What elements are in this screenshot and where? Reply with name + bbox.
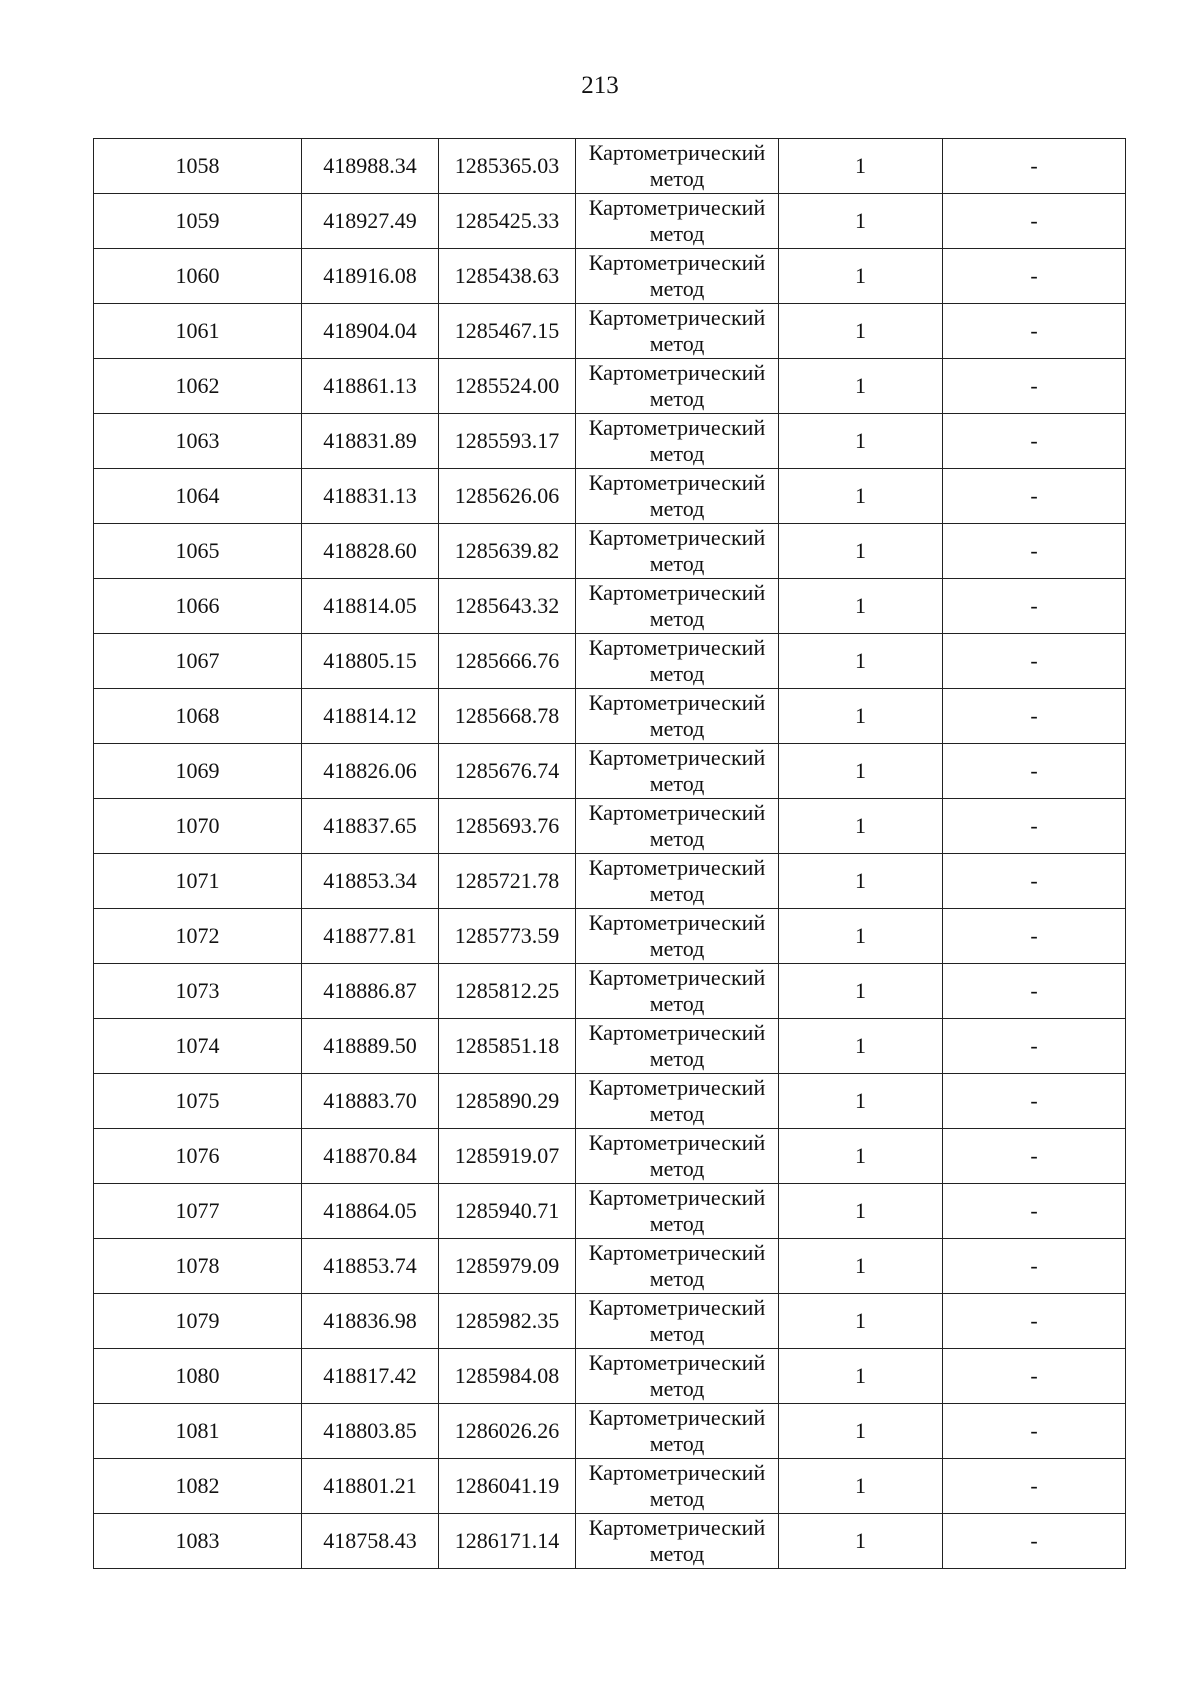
note-cell: - <box>943 1349 1126 1404</box>
method-line-2: метод <box>649 441 705 466</box>
method-cell <box>576 1019 779 1074</box>
note-cell: - <box>943 1019 1126 1074</box>
method-line-1: Картометрический <box>588 1460 766 1485</box>
x-coordinate-cell: 418927.49 <box>302 194 439 249</box>
accuracy-cell: 1 <box>779 304 943 359</box>
method-line-1: Картометрический <box>588 855 766 880</box>
note-cell: - <box>943 964 1126 1019</box>
method-line-1: Картометрический <box>588 1020 766 1045</box>
method-line-1: Картометрический <box>588 965 766 990</box>
method-cell <box>576 304 779 359</box>
accuracy-cell: 1 <box>779 1459 943 1514</box>
accuracy-cell: 1 <box>779 1349 943 1404</box>
y-coordinate-cell: 1285467.15 <box>439 304 576 359</box>
method-line-1: Картометрический <box>588 1130 766 1155</box>
accuracy-cell: 1 <box>779 1019 943 1074</box>
table-row <box>94 1514 1126 1569</box>
table-row <box>94 1239 1126 1294</box>
x-coordinate-cell: 418758.43 <box>302 1514 439 1569</box>
method-cell <box>576 1074 779 1129</box>
accuracy-cell: 1 <box>779 139 943 194</box>
x-coordinate-cell: 418877.81 <box>302 909 439 964</box>
table-row <box>94 1074 1126 1129</box>
method-line-2: метод <box>649 661 705 686</box>
point-number-cell: 1076 <box>94 1129 302 1184</box>
y-coordinate-cell: 1285666.76 <box>439 634 576 689</box>
point-number-cell: 1062 <box>94 359 302 414</box>
x-coordinate-cell: 418853.34 <box>302 854 439 909</box>
table-row <box>94 1459 1126 1514</box>
note-cell: - <box>943 359 1126 414</box>
point-number-cell: 1081 <box>94 1404 302 1459</box>
table-row <box>94 1184 1126 1239</box>
point-number-cell: 1075 <box>94 1074 302 1129</box>
method-line-1: Картометрический <box>588 470 766 495</box>
accuracy-cell: 1 <box>779 634 943 689</box>
table-row <box>94 1404 1126 1459</box>
x-coordinate-cell: 418831.13 <box>302 469 439 524</box>
x-coordinate-cell: 418864.05 <box>302 1184 439 1239</box>
x-coordinate-cell: 418861.13 <box>302 359 439 414</box>
point-number-cell: 1074 <box>94 1019 302 1074</box>
method-line-1: Картометрический <box>588 1350 766 1375</box>
method-line-1: Картометрический <box>588 1295 766 1320</box>
x-coordinate-cell: 418836.98 <box>302 1294 439 1349</box>
accuracy-cell: 1 <box>779 249 943 304</box>
method-cell <box>576 964 779 1019</box>
point-number-cell: 1072 <box>94 909 302 964</box>
point-number-cell: 1073 <box>94 964 302 1019</box>
point-number-cell: 1071 <box>94 854 302 909</box>
x-coordinate-cell: 418889.50 <box>302 1019 439 1074</box>
table-row <box>94 414 1126 469</box>
y-coordinate-cell: 1285676.74 <box>439 744 576 799</box>
method-line-1: Картометрический <box>588 580 766 605</box>
point-number-cell: 1068 <box>94 689 302 744</box>
method-line-2: метод <box>649 716 705 741</box>
point-number-cell: 1082 <box>94 1459 302 1514</box>
method-line-1: Картометрический <box>588 635 766 660</box>
note-cell: - <box>943 799 1126 854</box>
method-line-2: метод <box>649 1321 705 1346</box>
method-cell <box>576 414 779 469</box>
y-coordinate-cell: 1285979.09 <box>439 1239 576 1294</box>
method-cell <box>576 1349 779 1404</box>
method-cell <box>576 469 779 524</box>
method-line-1: Картометрический <box>588 1185 766 1210</box>
accuracy-cell: 1 <box>779 1294 943 1349</box>
method-line-1: Картометрический <box>588 1075 766 1100</box>
method-line-2: метод <box>649 1156 705 1181</box>
y-coordinate-cell: 1285851.18 <box>439 1019 576 1074</box>
method-line-1: Картометрический <box>588 525 766 550</box>
method-line-2: метод <box>649 1101 705 1126</box>
y-coordinate-cell: 1285919.07 <box>439 1129 576 1184</box>
point-number-cell: 1069 <box>94 744 302 799</box>
method-cell <box>576 909 779 964</box>
note-cell: - <box>943 1184 1126 1239</box>
table-row <box>94 964 1126 1019</box>
table-row <box>94 634 1126 689</box>
accuracy-cell: 1 <box>779 909 943 964</box>
note-cell: - <box>943 469 1126 524</box>
table-row <box>94 909 1126 964</box>
accuracy-cell: 1 <box>779 194 943 249</box>
x-coordinate-cell: 418837.65 <box>302 799 439 854</box>
y-coordinate-cell: 1285365.03 <box>439 139 576 194</box>
point-number-cell: 1070 <box>94 799 302 854</box>
method-line-2: метод <box>649 386 705 411</box>
method-cell <box>576 1404 779 1459</box>
note-cell: - <box>943 524 1126 579</box>
table-row <box>94 249 1126 304</box>
method-cell <box>576 634 779 689</box>
x-coordinate-cell: 418916.08 <box>302 249 439 304</box>
note-cell: - <box>943 1459 1126 1514</box>
coordinates-table <box>93 138 1126 1569</box>
accuracy-cell: 1 <box>779 359 943 414</box>
accuracy-cell: 1 <box>779 1184 943 1239</box>
method-cell <box>576 1459 779 1514</box>
point-number-cell: 1077 <box>94 1184 302 1239</box>
note-cell: - <box>943 1514 1126 1569</box>
method-cell <box>576 249 779 304</box>
y-coordinate-cell: 1285643.32 <box>439 579 576 634</box>
accuracy-cell: 1 <box>779 469 943 524</box>
note-cell: - <box>943 1129 1126 1184</box>
method-cell <box>576 1514 779 1569</box>
point-number-cell: 1066 <box>94 579 302 634</box>
point-number-cell: 1060 <box>94 249 302 304</box>
x-coordinate-cell: 418853.74 <box>302 1239 439 1294</box>
y-coordinate-cell: 1285773.59 <box>439 909 576 964</box>
method-line-2: метод <box>649 1431 705 1456</box>
method-line-1: Картометрический <box>588 690 766 715</box>
method-line-1: Картометрический <box>588 250 766 275</box>
x-coordinate-cell: 418886.87 <box>302 964 439 1019</box>
y-coordinate-cell: 1285524.00 <box>439 359 576 414</box>
y-coordinate-cell: 1285626.06 <box>439 469 576 524</box>
method-cell <box>576 359 779 414</box>
accuracy-cell: 1 <box>779 414 943 469</box>
x-coordinate-cell: 418826.06 <box>302 744 439 799</box>
method-line-2: метод <box>649 1211 705 1236</box>
y-coordinate-cell: 1286171.14 <box>439 1514 576 1569</box>
accuracy-cell: 1 <box>779 1239 943 1294</box>
table-row <box>94 579 1126 634</box>
method-line-2: метод <box>649 331 705 356</box>
table-row <box>94 194 1126 249</box>
x-coordinate-cell: 418805.15 <box>302 634 439 689</box>
method-line-2: метод <box>649 606 705 631</box>
point-number-cell: 1067 <box>94 634 302 689</box>
accuracy-cell: 1 <box>779 854 943 909</box>
table-row <box>94 744 1126 799</box>
note-cell: - <box>943 194 1126 249</box>
point-number-cell: 1065 <box>94 524 302 579</box>
y-coordinate-cell: 1285593.17 <box>439 414 576 469</box>
coordinates-table-body <box>94 139 1126 1569</box>
method-line-1: Картометрический <box>588 1240 766 1265</box>
point-number-cell: 1083 <box>94 1514 302 1569</box>
accuracy-cell: 1 <box>779 1129 943 1184</box>
note-cell: - <box>943 414 1126 469</box>
method-cell <box>576 744 779 799</box>
method-line-2: метод <box>649 551 705 576</box>
note-cell: - <box>943 304 1126 359</box>
accuracy-cell: 1 <box>779 689 943 744</box>
note-cell: - <box>943 854 1126 909</box>
note-cell: - <box>943 1294 1126 1349</box>
method-line-2: метод <box>649 1486 705 1511</box>
method-cell <box>576 194 779 249</box>
y-coordinate-cell: 1286026.26 <box>439 1404 576 1459</box>
method-cell <box>576 1184 779 1239</box>
table-row <box>94 1349 1126 1404</box>
note-cell: - <box>943 249 1126 304</box>
method-line-1: Картометрический <box>588 195 766 220</box>
x-coordinate-cell: 418904.04 <box>302 304 439 359</box>
note-cell: - <box>943 689 1126 744</box>
method-cell <box>576 579 779 634</box>
table-row <box>94 854 1126 909</box>
table-row <box>94 139 1126 194</box>
method-line-2: метод <box>649 276 705 301</box>
x-coordinate-cell: 418883.70 <box>302 1074 439 1129</box>
method-line-1: Картометрический <box>588 910 766 935</box>
table-row <box>94 1129 1126 1184</box>
method-line-1: Картометрический <box>588 800 766 825</box>
method-line-1: Картометрический <box>588 360 766 385</box>
point-number-cell: 1061 <box>94 304 302 359</box>
table-row <box>94 689 1126 744</box>
y-coordinate-cell: 1285940.71 <box>439 1184 576 1239</box>
method-line-2: метод <box>649 221 705 246</box>
method-line-2: метод <box>649 1266 705 1291</box>
y-coordinate-cell: 1286041.19 <box>439 1459 576 1514</box>
method-line-2: метод <box>649 991 705 1016</box>
method-line-2: метод <box>649 496 705 521</box>
note-cell: - <box>943 1074 1126 1129</box>
y-coordinate-cell: 1285668.78 <box>439 689 576 744</box>
method-line-2: метод <box>649 1376 705 1401</box>
note-cell: - <box>943 1404 1126 1459</box>
point-number-cell: 1078 <box>94 1239 302 1294</box>
method-line-2: метод <box>649 881 705 906</box>
note-cell: - <box>943 579 1126 634</box>
method-line-1: Картометрический <box>588 1405 766 1430</box>
method-cell <box>576 854 779 909</box>
accuracy-cell: 1 <box>779 524 943 579</box>
method-cell <box>576 1294 779 1349</box>
method-line-2: метод <box>649 826 705 851</box>
method-line-1: Картометрический <box>588 1515 766 1540</box>
x-coordinate-cell: 418803.85 <box>302 1404 439 1459</box>
y-coordinate-cell: 1285812.25 <box>439 964 576 1019</box>
table-row <box>94 799 1126 854</box>
method-line-2: метод <box>649 1541 705 1566</box>
table-row <box>94 1019 1126 1074</box>
y-coordinate-cell: 1285438.63 <box>439 249 576 304</box>
note-cell: - <box>943 744 1126 799</box>
method-cell <box>576 689 779 744</box>
accuracy-cell: 1 <box>779 964 943 1019</box>
method-line-1: Картометрический <box>588 745 766 770</box>
method-cell <box>576 799 779 854</box>
accuracy-cell: 1 <box>779 1074 943 1129</box>
method-line-2: метод <box>649 1046 705 1071</box>
x-coordinate-cell: 418814.05 <box>302 579 439 634</box>
note-cell: - <box>943 909 1126 964</box>
x-coordinate-cell: 418817.42 <box>302 1349 439 1404</box>
method-line-1: Картометрический <box>588 140 766 165</box>
y-coordinate-cell: 1285984.08 <box>439 1349 576 1404</box>
x-coordinate-cell: 418988.34 <box>302 139 439 194</box>
point-number-cell: 1080 <box>94 1349 302 1404</box>
note-cell: - <box>943 634 1126 689</box>
point-number-cell: 1059 <box>94 194 302 249</box>
y-coordinate-cell: 1285639.82 <box>439 524 576 579</box>
table-row <box>94 469 1126 524</box>
x-coordinate-cell: 418828.60 <box>302 524 439 579</box>
y-coordinate-cell: 1285693.76 <box>439 799 576 854</box>
method-line-1: Картометрический <box>588 305 766 330</box>
method-cell <box>576 1239 779 1294</box>
accuracy-cell: 1 <box>779 579 943 634</box>
point-number-cell: 1064 <box>94 469 302 524</box>
method-cell <box>576 1129 779 1184</box>
method-cell <box>576 524 779 579</box>
point-number-cell: 1063 <box>94 414 302 469</box>
method-line-2: метод <box>649 771 705 796</box>
table-row <box>94 1294 1126 1349</box>
method-cell <box>576 139 779 194</box>
table-row <box>94 359 1126 414</box>
method-line-1: Картометрический <box>588 415 766 440</box>
point-number-cell: 1079 <box>94 1294 302 1349</box>
y-coordinate-cell: 1285982.35 <box>439 1294 576 1349</box>
y-coordinate-cell: 1285721.78 <box>439 854 576 909</box>
table-row <box>94 524 1126 579</box>
note-cell: - <box>943 1239 1126 1294</box>
method-line-2: метод <box>649 166 705 191</box>
accuracy-cell: 1 <box>779 1514 943 1569</box>
y-coordinate-cell: 1285425.33 <box>439 194 576 249</box>
point-number-cell: 1058 <box>94 139 302 194</box>
x-coordinate-cell: 418831.89 <box>302 414 439 469</box>
x-coordinate-cell: 418814.12 <box>302 689 439 744</box>
page-number: 213 <box>581 72 619 99</box>
table-row <box>94 304 1126 359</box>
method-line-2: метод <box>649 936 705 961</box>
note-cell: - <box>943 139 1126 194</box>
x-coordinate-cell: 418870.84 <box>302 1129 439 1184</box>
accuracy-cell: 1 <box>779 744 943 799</box>
accuracy-cell: 1 <box>779 1404 943 1459</box>
accuracy-cell: 1 <box>779 799 943 854</box>
y-coordinate-cell: 1285890.29 <box>439 1074 576 1129</box>
x-coordinate-cell: 418801.21 <box>302 1459 439 1514</box>
